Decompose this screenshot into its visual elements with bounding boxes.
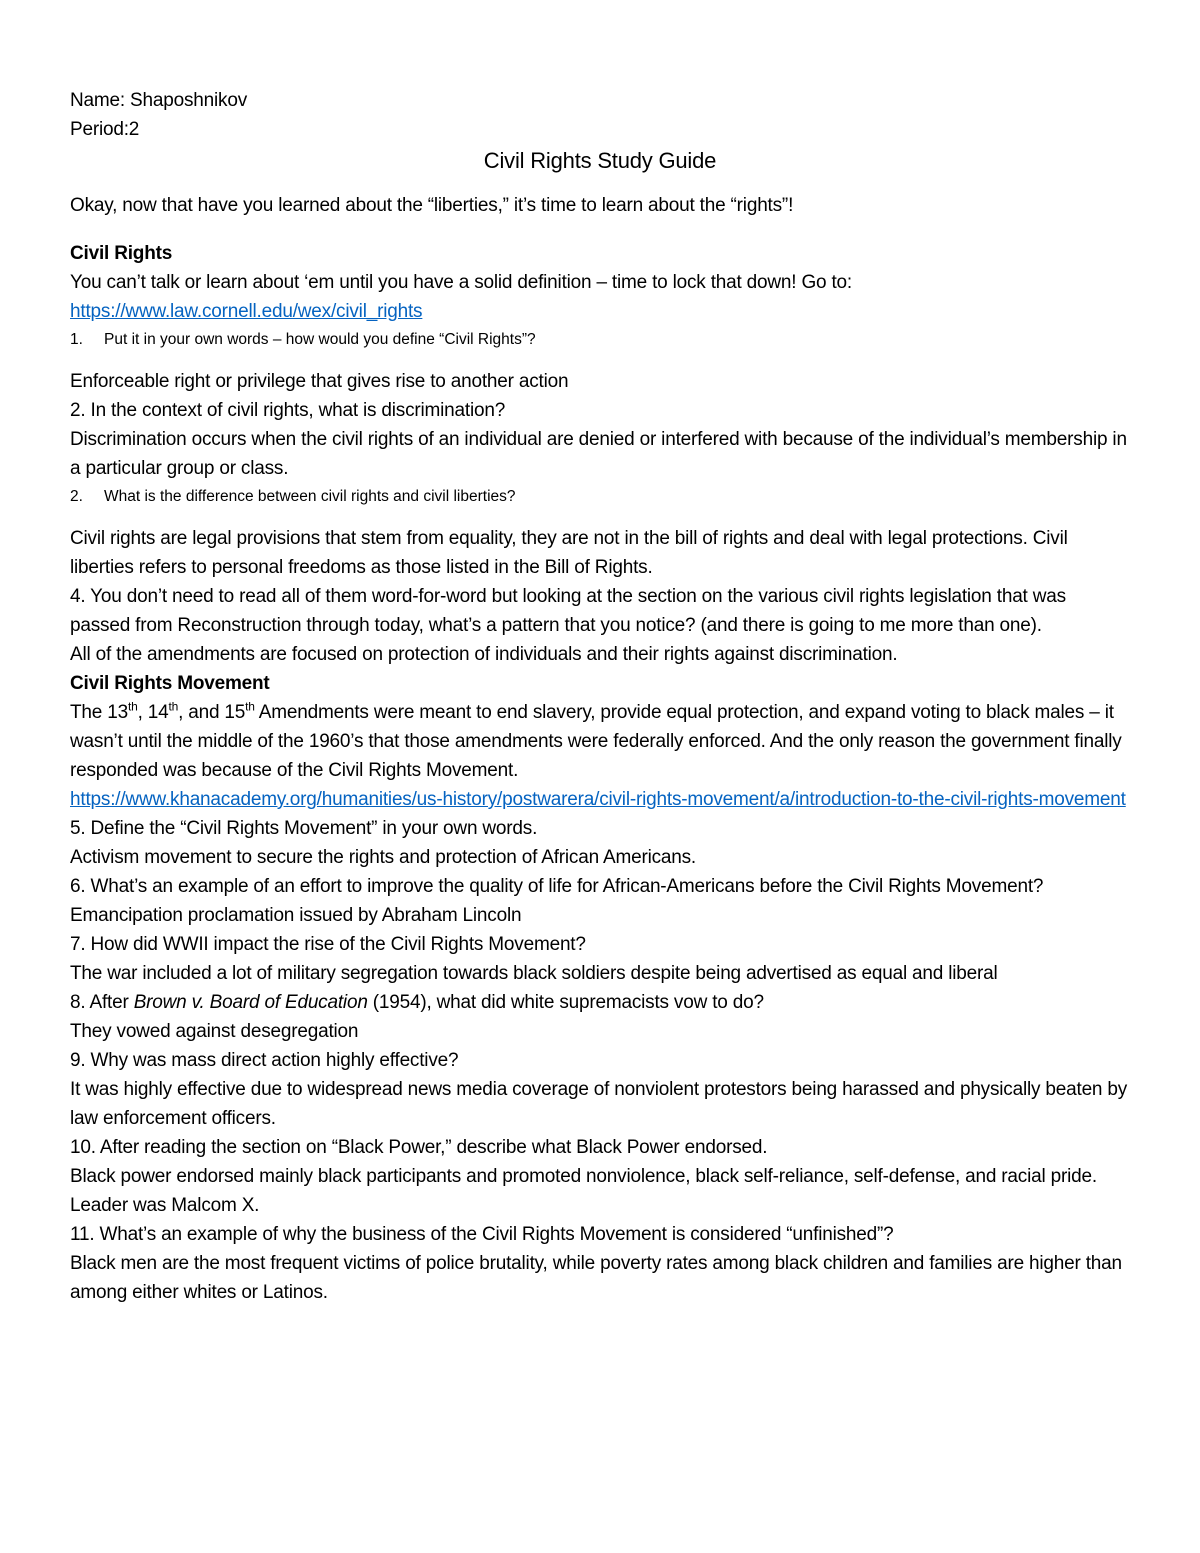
case-name: Brown v. Board of Education [133, 992, 368, 1013]
intro-part-b: , 14 [137, 702, 169, 723]
answer-7: The war included a lot of military segregation towards black soldiers despite being advertised as equal and liberal [70, 963, 998, 984]
question-7: 7. How did WWII impact the rise of the Civil Rights Movement? [70, 934, 586, 955]
answer-9: It was highly effective due to widespread news media coverage of nonviolent protestors being harassed and physically beaten by law enforcement officers. [70, 1079, 1128, 1129]
answer-2: Discrimination occurs when the civil rights of an individual are denied or interfered with because of the individual’s membership in a particular group or class. [70, 429, 1127, 479]
section-heading-civil-rights: Civil Rights [70, 243, 173, 264]
answer-1: Enforceable right or privilege that gives rise to another action [70, 371, 569, 392]
intro-part-a: The 13 [70, 702, 128, 723]
intro-text: Okay, now that have you learned about the “liberties,” it’s time to learn about the “rights”! [70, 195, 794, 216]
answer-8: They vowed against desegregation [70, 1021, 359, 1042]
question-8-part-a: 8. After [70, 992, 134, 1013]
superscript-th-1: th [127, 699, 138, 714]
question-2: 2. In the context of civil rights, what is discrimination? [70, 400, 506, 421]
question-3-number: 2. [70, 488, 83, 505]
answer-6: Emancipation proclamation issued by Abraham Lincoln [70, 905, 522, 926]
answer-4: All of the amendments are focused on protection of individuals and their rights against discrimination. [70, 644, 898, 665]
question-8-part-b: (1954), what did white supremacists vow to do? [367, 992, 764, 1013]
answer-10: Black power endorsed mainly black participants and promoted nonviolence, black self-reliance, self-defense, and racial pride. Leader was Malcom X. [70, 1166, 1097, 1216]
question-4: 4. You don’t need to read all of them word-for-word but looking at the section on the various civil rights legislation that was passed from Reconstruction through today, what’s a pattern that you notice? (and there is going to me more than one). [70, 586, 1066, 636]
cornell-link[interactable]: https://www.law.cornell.edu/wex/civil_rights [70, 301, 423, 322]
instruction-text: You can’t talk or learn about ‘em until you have a solid definition – time to lock that down! Go to: [70, 272, 852, 293]
question-11: 11. What’s an example of why the business of the Civil Rights Movement is considered “unfinished”? [70, 1224, 894, 1245]
document-title: Civil Rights Study Guide [483, 148, 717, 173]
question-9: 9. Why was mass direct action highly effective? [70, 1050, 459, 1071]
question-1-text: Put it in your own words – how would you define “Civil Rights”? [104, 331, 536, 348]
khanacademy-link[interactable]: https://www.khanacademy.org/humanities/us-history/postwarera/civil-rights-movement/a/introduction-to-the-civil-rights-movement [70, 789, 1126, 810]
superscript-th-3: th [245, 699, 255, 714]
section-heading-civil-rights-movement: Civil Rights Movement [70, 673, 270, 694]
question-3-text: What is the difference between civil rights and civil liberties? [104, 488, 516, 505]
answer-5: Activism movement to secure the rights and protection of African Americans. [70, 847, 697, 868]
question-1-number: 1. [70, 331, 83, 348]
question-10: 10. After reading the section on “Black Power,” describe what Black Power endorsed. [70, 1137, 768, 1158]
question-1 [70, 326, 1130, 353]
name-line: Name: Shaposhnikov [70, 90, 248, 111]
question-8 [70, 988, 1130, 1017]
period-line: Period:2 [70, 119, 140, 140]
superscript-th-2: th [168, 699, 179, 714]
question-3 [70, 483, 1130, 510]
intro-part-d: Amendments were meant to end slavery, provide equal protection, and expand voting to black males – it wasn’t until the middle of the 1960’s that those amendments were federally enforced. And the only reason the government finally responded was because of the Civil Rights Movement. [70, 702, 1122, 781]
document-page [70, 86, 1130, 1307]
question-6: 6. What’s an example of an effort to improve the quality of life for African-Americans before the Civil Rights Movement? [70, 876, 1044, 897]
question-5: 5. Define the “Civil Rights Movement” in your own words. [70, 818, 538, 839]
intro-part-c: , and 15 [178, 702, 246, 723]
answer-11: Black men are the most frequent victims of police brutality, while poverty rates among black children and families are higher than among either whites or Latinos. [70, 1253, 1122, 1303]
answer-3: Civil rights are legal provisions that stem from equality, they are not in the bill of rights and deal with legal protections. Civil liberties refers to personal freedoms as those listed in the Bill of Rights. [70, 528, 1068, 578]
movement-intro [70, 698, 1130, 785]
